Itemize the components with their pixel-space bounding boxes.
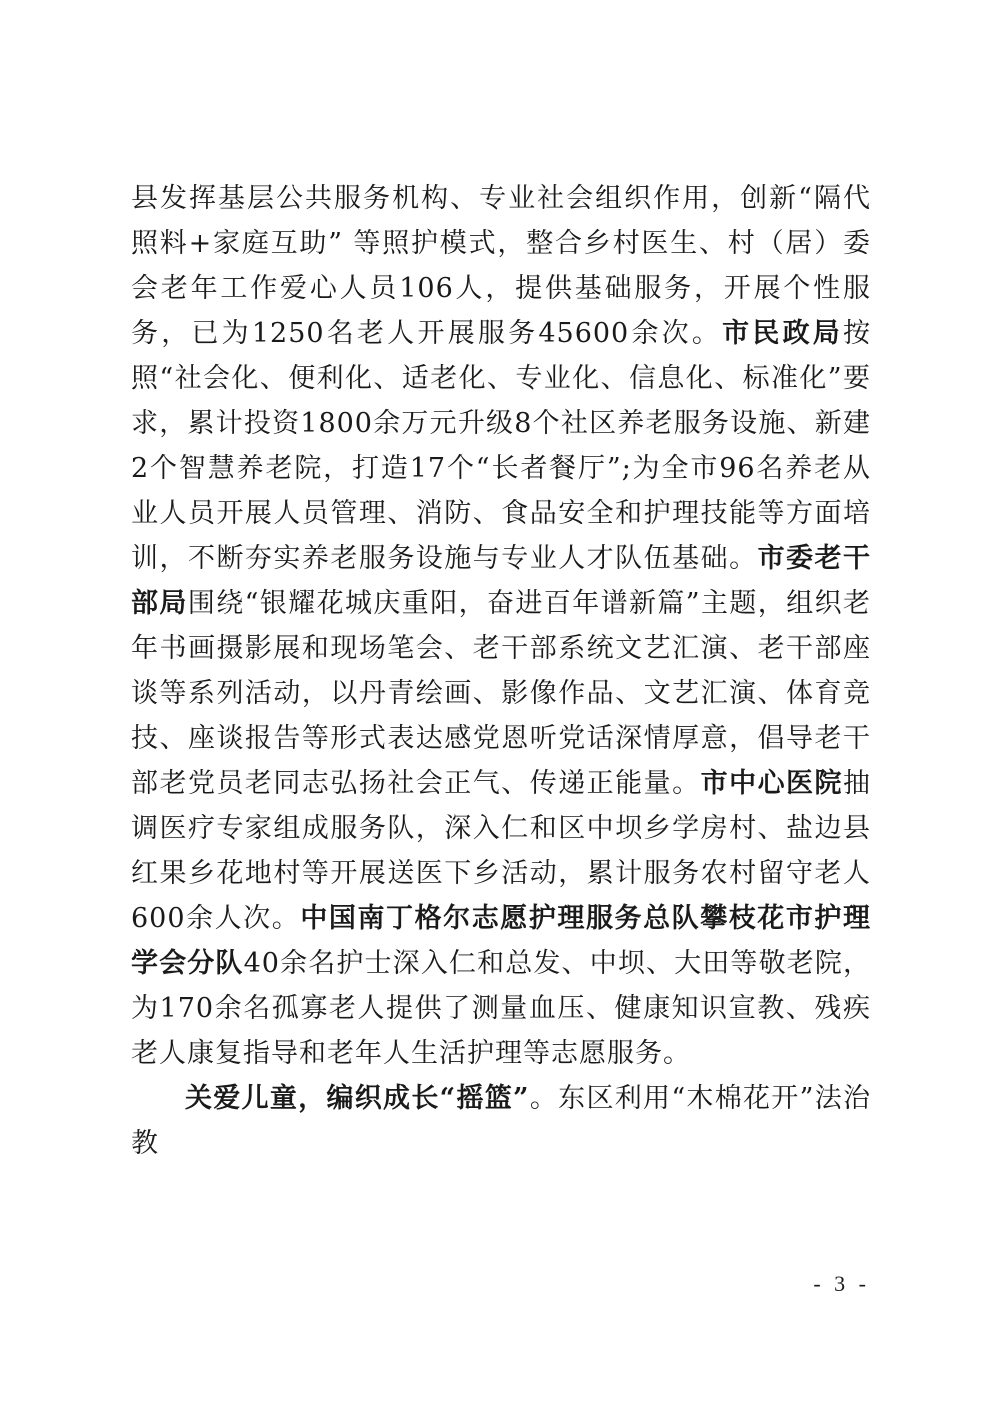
- paragraph-2: [131, 1076, 871, 1166]
- body-text: [131, 176, 871, 1166]
- paragraph-1: [131, 176, 871, 1076]
- bold-run-veteran-cadres-bureau: 市委老干部局: [131, 543, 872, 619]
- bold-run-section-heading: 关爱儿童，编织成长“摇篮”: [185, 1083, 530, 1114]
- bold-run-nightingale-team: 中国南丁格尔志愿护理服务总队攀枝花市护理学会分队: [131, 903, 871, 979]
- text-run: 。东区利用“木棉花开”法治教: [131, 1083, 871, 1159]
- text-run: 围绕“银耀花城庆重阳，奋进百年谱新篇”主题，组织老年书画摄影展和现场笔会、老干部系统文艺汇演、老干部座谈等系列活动，以丹青绘画、影像作品、文艺汇演、体育竞技、座谈报告等形式表达感党恩听党话深情厚意，倡导老干部老党员老同志弘扬社会正气、传递正能量。: [131, 588, 872, 799]
- bold-run-central-hospital: 市中心医院: [700, 768, 844, 799]
- text-run: 县发挥基层公共服务机构、专业社会组织作用，创新“隔代照料+家庭互助” 等照护模式，整合乡村医生、村（居）委会老年工作爱心人员106人，提供基础服务，开展个性服务，已为1250名老人开展服务45600余次。: [131, 183, 871, 349]
- text-run: 按照“社会化、便利化、适老化、专业化、信息化、标准化”要求，累计投资1800余万元升级8个社区养老服务设施、新建2个智慧养老院，打造17个“长者餐厅”;为全市96名养老从业人员开展人员管理、消防、食品安全和护理技能等方面培训，不断夯实养老服务设施与专业人才队伍基础。: [131, 318, 872, 574]
- page-number: - 3 -: [813, 1271, 870, 1296]
- text-run: 抽调医疗专家组成服务队，深入仁和区中坝乡学房村、盐边县红果乡花地村等开展送医下乡活动，累计服务农村留守老人600余人次。: [131, 768, 872, 934]
- bold-run-city-civil-affairs: 市民政局: [722, 318, 844, 349]
- text-run: 40余名护士深入仁和总发、中坝、大田等敬老院，为170余名孤寡老人提供了测量血压、健康知识宣教、残疾老人康复指导和老年人生活护理等志愿服务。: [131, 948, 872, 1069]
